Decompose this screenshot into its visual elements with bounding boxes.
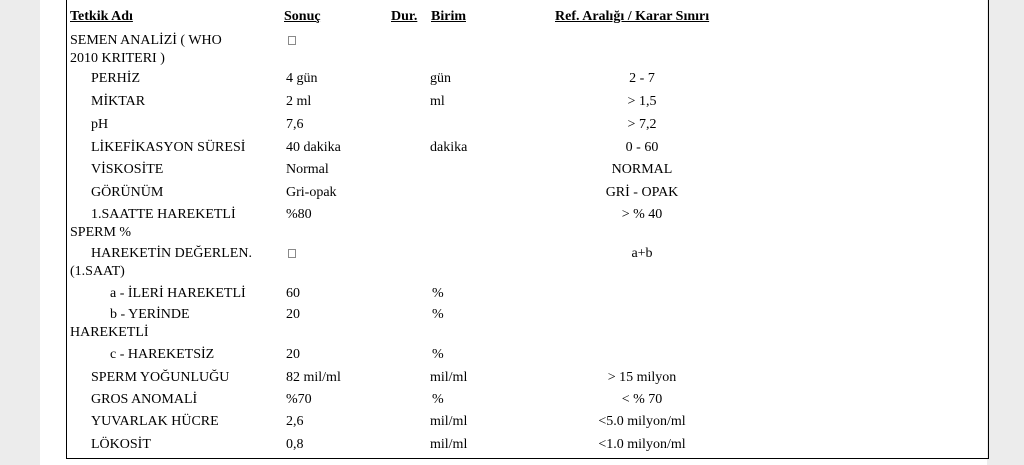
row-name: a - İLERİ HAREKETLİ xyxy=(110,286,246,301)
row-result: 2 ml xyxy=(286,94,312,109)
row-name: LÖKOSİT xyxy=(91,437,151,452)
row-reference: 0 - 60 xyxy=(625,140,659,155)
row-unit: % xyxy=(432,307,444,322)
row-reference: 2 - 7 xyxy=(629,71,655,86)
row-name: pH xyxy=(91,117,109,132)
report-page xyxy=(40,0,987,465)
empty-result-box-icon xyxy=(288,249,296,258)
row-unit: dakika xyxy=(430,140,468,155)
row-reference: < % 70 xyxy=(621,392,663,407)
row-name-line: b - YERİNDE xyxy=(110,307,190,322)
row-result: 40 dakika xyxy=(286,140,341,155)
row-name: GÖRÜNÜM xyxy=(91,185,164,200)
row-result: 2,6 xyxy=(286,414,304,429)
row-result: %70 xyxy=(286,392,312,407)
row-result: 4 gün xyxy=(286,71,318,86)
row-name: GROS ANOMALİ xyxy=(91,392,198,407)
row-unit: % xyxy=(432,392,444,407)
row-name: LİKEFİKASYON SÜRESİ xyxy=(91,140,246,155)
row-name: SPERM YOĞUNLUĞU xyxy=(91,370,230,385)
row-name-line: 2010 KRITERI ) xyxy=(70,51,165,66)
report-frame xyxy=(66,0,989,459)
row-result: 82 mil/ml xyxy=(286,370,341,385)
row-name: YUVARLAK HÜCRE xyxy=(91,414,219,429)
row-reference: > 1,5 xyxy=(627,94,657,109)
row-unit: ml xyxy=(430,94,445,109)
row-result: 20 xyxy=(286,307,300,322)
row-name: MİKTAR xyxy=(91,94,146,109)
row-name: c - HAREKETSİZ xyxy=(110,347,215,362)
row-reference: > 7,2 xyxy=(627,117,657,132)
row-unit: % xyxy=(432,347,444,362)
row-name-line: 1.SAATTE HAREKETLİ xyxy=(91,207,236,222)
header-unit: Birim xyxy=(431,9,466,24)
row-unit: mil/ml xyxy=(430,370,468,385)
row-result: %80 xyxy=(286,207,312,222)
header-reference: Ref. Aralığı / Karar Sınırı xyxy=(555,9,710,24)
row-name-line: SEMEN ANALİZİ ( WHO xyxy=(70,33,222,48)
header-test-name: Tetkik Adı xyxy=(70,9,133,24)
row-unit: mil/ml xyxy=(430,414,468,429)
row-reference: NORMAL xyxy=(611,162,673,177)
row-name: PERHİZ xyxy=(91,71,140,86)
row-reference: GRİ - OPAK xyxy=(605,185,679,200)
row-result: 20 xyxy=(286,347,300,362)
row-result: 7,6 xyxy=(286,117,304,132)
row-reference: <5.0 milyon/ml xyxy=(598,414,686,429)
empty-result-box-icon xyxy=(288,36,296,45)
row-unit: mil/ml xyxy=(430,437,468,452)
row-reference: a+b xyxy=(631,246,653,261)
header-status: Dur. xyxy=(391,9,418,24)
header-result: Sonuç xyxy=(284,9,321,24)
row-reference: > 15 milyon xyxy=(607,370,677,385)
row-unit: % xyxy=(432,286,444,301)
row-name-line: HAREKETİN DEĞERLEN. xyxy=(91,246,252,261)
row-name-line: (1.SAAT) xyxy=(70,264,125,279)
row-reference: > % 40 xyxy=(621,207,663,222)
row-result: Normal xyxy=(286,162,329,177)
row-name: VİSKOSİTE xyxy=(91,162,164,177)
row-result: 0,8 xyxy=(286,437,304,452)
row-unit: gün xyxy=(430,71,451,86)
row-name-line: HAREKETLİ xyxy=(70,325,149,340)
row-result: 60 xyxy=(286,286,300,301)
row-result: Gri-opak xyxy=(286,185,337,200)
row-reference: <1.0 milyon/ml xyxy=(598,437,686,452)
row-name-line: SPERM % xyxy=(70,225,132,240)
